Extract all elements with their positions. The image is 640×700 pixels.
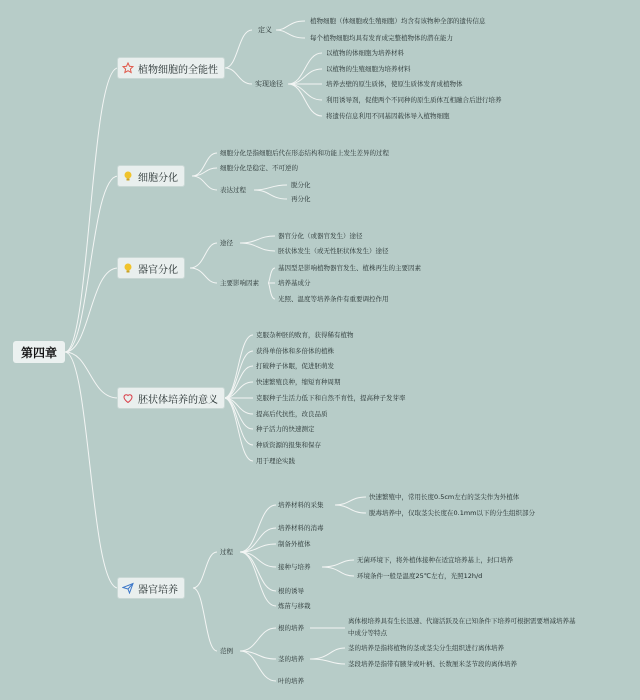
- significance-item: 种质资源的报集和保存: [256, 441, 321, 449]
- label-examples: 范例: [220, 647, 233, 655]
- significance-item: 提高后代抗性，改良品质: [256, 410, 328, 418]
- example-leaf-culture: 叶的培养: [278, 677, 304, 685]
- redifferentiation: 再分化: [291, 195, 311, 203]
- definition-2: 每个植物细胞均具有发育成完整植物体的潜在能力: [310, 34, 453, 42]
- topic-cell-differentiation[interactable]: 细胞分化: [118, 166, 184, 186]
- collection-detail-1: 快速繁殖中，常用长度0.5cm左右的茎尖作为外植体: [369, 493, 520, 501]
- pathway-5: 将遗传信息利用不同基因载体导入植物细胞: [326, 112, 450, 120]
- stem-culture-detail-2: 茎段培养是指带有腋芽或叶柄、长数厘米茎节段的离体培养: [348, 660, 517, 668]
- significance-item: 快速繁殖良种，缩短育种周期: [256, 378, 341, 386]
- topic-organ-differentiation[interactable]: 器官分化: [118, 258, 184, 278]
- significance-item: 用于理论实践: [256, 457, 295, 465]
- significance-item: 打破种子休眠，促进胚萌发: [256, 362, 334, 370]
- inoculation-detail-1: 无菌环境下，将外植体接种在适宜培养基上，封口培养: [357, 556, 513, 564]
- differentiation-stable: 细胞分化是稳定、不可逆的: [220, 164, 298, 172]
- example-stem-culture: 茎的培养: [278, 655, 304, 663]
- factor-3: 光照、温度等培养条件有重要调控作用: [278, 295, 389, 303]
- definition-1: 植物细胞（体细胞或生殖细胞）均含有该物种全部的遗传信息: [310, 17, 486, 25]
- topic-organ-culture[interactable]: 器官培养: [118, 578, 184, 598]
- collection-detail-2: 脱毒培养中，仅取茎尖长度在0.1mm以下的分生组织部分: [369, 509, 536, 517]
- process-sterilization: 培养材料的消毒: [278, 524, 324, 532]
- route-2: 胚状体发生（或无性胚状体发生）途径: [278, 247, 389, 255]
- process-root-induction: 根的诱导: [278, 587, 304, 595]
- significance-item: 克服种子生活力低下和自然不育性，提高种子发芽率: [256, 394, 406, 402]
- dedifferentiation: 脱分化: [291, 181, 311, 189]
- label-process: 过程: [220, 548, 233, 556]
- factor-2: 培养基成分: [278, 279, 311, 287]
- label-main-factors: 主要影响因素: [220, 279, 259, 287]
- bulb-icon: [122, 262, 134, 274]
- significance-item: 获得单倍体和多倍体的植株: [256, 347, 334, 355]
- root-culture-detail-1: 离体根培养具有生长迅速、代谢活跃及在已知条件下培养可根据需要增减培养基: [348, 617, 576, 625]
- stem-culture-detail-1: 茎的培养是指将植物的茎或茎尖分生组织进行离体培养: [348, 644, 504, 652]
- label-route: 途径: [220, 239, 233, 247]
- topic-embryoid-significance[interactable]: 胚状体培养的意义: [118, 388, 224, 408]
- pathway-4: 利用诱导剂，促使两个不同种的原生质体互相融合后进行培养: [326, 96, 502, 104]
- example-root-culture: 根的培养: [278, 624, 304, 632]
- pathway-1: 以植物的体细胞为培养材料: [326, 49, 404, 57]
- topic-totipotency[interactable]: 植物细胞的全能性: [118, 58, 224, 78]
- significance-item: 种子活力的快速测定: [256, 425, 315, 433]
- label-expression-process: 表达过程: [220, 186, 246, 194]
- pathway-2: 以植物的生殖细胞为培养材料: [326, 65, 411, 73]
- factor-1: 基因型是影响植物器官发生、植株再生的主要因素: [278, 264, 421, 272]
- bulb-icon: [122, 170, 134, 182]
- star-icon: [122, 62, 134, 74]
- differentiation-definition: 细胞分化是指细胞后代在形态结构和功能上发生差异的过程: [220, 149, 389, 157]
- process-explant: 制备外植体: [278, 540, 311, 548]
- heart-icon: [122, 392, 134, 404]
- root-node[interactable]: 第四章: [13, 341, 65, 363]
- pathway-3: 培养去壁的原生质体，使原生质体发育成植物体: [326, 80, 463, 88]
- inoculation-detail-2: 环境条件一般是温度25℃左右，光照12h/d: [357, 572, 483, 580]
- label-definition: 定义: [258, 26, 272, 34]
- root-culture-detail-2: 中成分等特点: [348, 629, 387, 637]
- label-pathway: 实现途径: [255, 80, 283, 88]
- significance-item: 克服杂种胚的败育，获得稀有植物: [256, 331, 354, 339]
- process-collection: 培养材料的采集: [278, 501, 324, 509]
- route-1: 器官分化（或器官发生）途径: [278, 232, 363, 240]
- process-transplant: 炼苗与移栽: [278, 602, 311, 610]
- process-inoculation: 接种与培养: [278, 563, 311, 571]
- paper-plane-icon: [122, 582, 134, 594]
